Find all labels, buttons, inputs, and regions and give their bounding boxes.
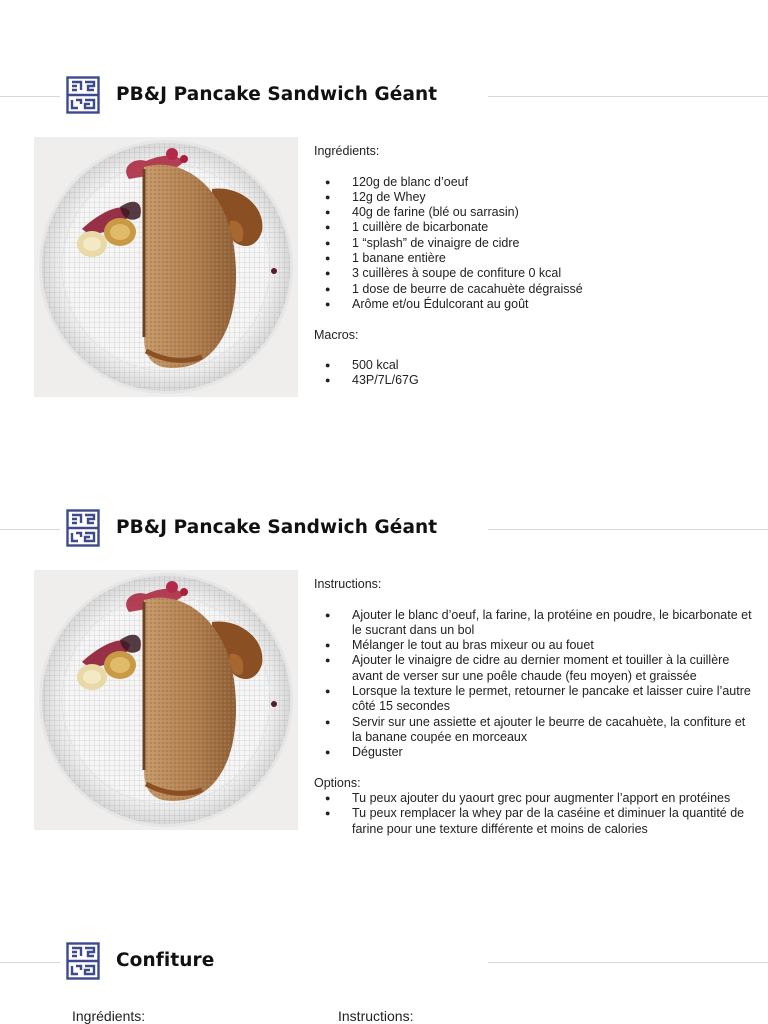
confiture-instructions-heading: Instructions: — [338, 1008, 414, 1024]
list-item: ● 43P/7L/67G — [314, 373, 754, 388]
list-item: ● Ajouter le vinaigre de cidre au dernier moment et touiller à la cuillère avant de verser sur une poêle chaude (feu moyen) et graissée — [314, 653, 754, 684]
list-item: ● 1 banane entière — [314, 251, 754, 266]
section-divider — [488, 529, 768, 530]
instructions-list — [314, 608, 754, 761]
list-item: ● 12g de Whey — [314, 190, 754, 205]
macros-heading: Macros: — [314, 327, 359, 342]
ingredients-block — [314, 144, 754, 389]
list-item: ● Tu peux remplacer la whey par de la caséine et diminuer la quantité de farine pour une texture différente et moins de calories — [314, 806, 754, 837]
maze-logo-icon — [66, 76, 100, 114]
list-item: ● Lorsque la texture le permet, retourner le pancake et laisser cuire l’autre côté 15 secondes — [314, 684, 754, 715]
list-item: ● Arôme et/ou Édulcorant au goût — [314, 297, 754, 312]
pancake-photo — [34, 137, 298, 397]
instructions-heading: Instructions: — [314, 577, 382, 591]
options-heading: Options: — [314, 775, 361, 790]
list-item: ● 500 kcal — [314, 358, 754, 373]
section-title: Confiture — [116, 950, 215, 971]
confiture-ingredients-heading: Ingrédients: — [72, 1008, 146, 1024]
maze-logo-icon — [66, 509, 100, 547]
ingredients-list — [314, 175, 754, 313]
list-item: ● 1 cuillère de bicarbonate — [314, 220, 754, 235]
list-item: ● Ajouter le blanc d’oeuf, la farine, la protéine en poudre, le bicarbonate et le sucrant dans un bol — [314, 608, 754, 639]
section-divider — [488, 96, 768, 97]
section-divider — [0, 962, 60, 963]
list-item: ● 120g de blanc d’oeuf — [314, 175, 754, 190]
pancake-photo — [34, 570, 298, 830]
section-title: PB&J Pancake Sandwich Géant — [116, 84, 438, 105]
macros-list — [314, 358, 754, 389]
list-item: ● 1 “splash” de vinaigre de cidre — [314, 236, 754, 251]
section-divider — [0, 529, 60, 530]
section-divider — [488, 962, 768, 963]
list-item: ● 3 cuillères à soupe de confiture 0 kcal — [314, 266, 754, 281]
ingredients-heading: Ingrédients: — [314, 144, 380, 158]
section-divider — [0, 96, 60, 97]
instructions-block — [314, 577, 754, 837]
list-item: ● 1 dose de beurre de cacahuète dégraissé — [314, 282, 754, 297]
section-title: PB&J Pancake Sandwich Géant — [116, 517, 438, 538]
list-item: ● Mélanger le tout au bras mixeur ou au fouet — [314, 638, 754, 653]
list-item: ● Servir sur une assiette et ajouter le beurre de cacahuète, la confiture et la banane coupée en morceaux — [314, 715, 754, 746]
list-item: ● Tu peux ajouter du yaourt grec pour augmenter l’apport en protéines — [314, 791, 754, 806]
options-list — [314, 791, 754, 837]
list-item: ● Déguster — [314, 745, 754, 760]
maze-logo-icon — [66, 942, 100, 980]
list-item: ● 40g de farine (blé ou sarrasin) — [314, 205, 754, 220]
